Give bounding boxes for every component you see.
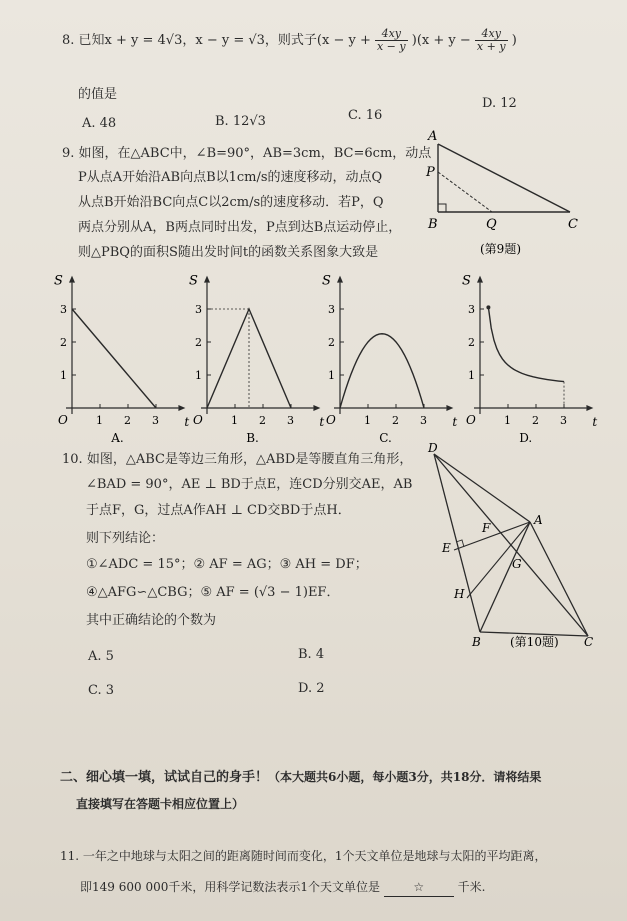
q10-fig-label-g: G bbox=[512, 557, 522, 571]
q9-line-3: 从点B开始沿BC向点C以2cm/s的速度移动．若P，Q bbox=[78, 195, 384, 210]
graph-d-y-arrow-icon bbox=[477, 276, 483, 283]
q9-answer-graphs bbox=[40, 268, 600, 444]
q10-option-a: A. 5 bbox=[88, 649, 114, 664]
q8-fraction-2-numerator: 4xy bbox=[475, 28, 508, 41]
graph-c-curve bbox=[340, 334, 424, 408]
q8-fraction-2 bbox=[475, 28, 508, 53]
q10-line-4: 则下列结论： bbox=[86, 531, 165, 546]
q11-text-2a: 即149 600 000千米，用科学记数法表示1个天文单位是 bbox=[80, 880, 380, 894]
q10-fig-label-h: H bbox=[454, 587, 465, 601]
q9-number: 9. bbox=[62, 146, 75, 161]
graph-b-x-tick-label: 2 bbox=[259, 414, 266, 427]
graph-d-y-axis-label: S bbox=[462, 273, 471, 289]
graph-c-x-tick-label: 3 bbox=[420, 414, 427, 427]
q10-figure bbox=[420, 440, 610, 655]
graph-c-y-tick-label: 3 bbox=[328, 303, 335, 316]
graph-c-x-tick-label: 1 bbox=[364, 414, 371, 427]
q10-fig-label-a: A bbox=[534, 513, 543, 527]
graph-d-x-tick-label: 1 bbox=[504, 414, 511, 427]
graph-b-x-arrow-icon bbox=[313, 405, 320, 411]
q9-fig-label-q: Q bbox=[486, 217, 497, 232]
q10-fig-caption: (第10题) bbox=[510, 635, 559, 649]
graph-a-x-arrow-icon bbox=[178, 405, 185, 411]
q9-line-4: 两点分别从A，B两点同时出发，P点到达B点运动停止， bbox=[78, 220, 402, 235]
q11-answer-blank bbox=[384, 878, 454, 897]
graph-b-origin-label: O bbox=[193, 413, 203, 427]
q10-fig-label-e: E bbox=[442, 541, 451, 555]
q9-fig-label-p: P bbox=[426, 165, 435, 180]
graph-b-y-tick-label: 2 bbox=[195, 336, 202, 349]
q8-number: 8. bbox=[62, 33, 75, 48]
graph-b-option-label: B. bbox=[246, 431, 259, 444]
q9-line-5: 则△PBQ的面积S随出发时间t的函数关系图象大致是 bbox=[78, 245, 379, 260]
q10-number: 10. bbox=[62, 452, 83, 467]
q9-line-2: P从点A开始沿AB向点B以1cm/s的速度移动，动点Q bbox=[78, 170, 383, 185]
q8-stem-part-b: )(x + y − bbox=[411, 33, 471, 48]
graph-b-y-tick-label: 3 bbox=[195, 303, 202, 316]
graph-a-y-tick-label: 3 bbox=[60, 303, 67, 316]
q10-fig-label-d: D bbox=[428, 441, 438, 455]
q10-line-5: ①∠ADC = 15°；② AF = AG；③ AH = DF； bbox=[86, 557, 368, 572]
q10-option-c: C. 3 bbox=[88, 683, 115, 698]
q9-fig-label-a: A bbox=[428, 129, 438, 144]
graph-c-option-label: C. bbox=[379, 431, 392, 444]
q11-text-2b: 千米. bbox=[457, 880, 486, 894]
q10-option-b: B. 4 bbox=[298, 647, 325, 662]
graph-b-x-axis-label: t bbox=[319, 415, 325, 429]
graph-d-curve bbox=[488, 307, 564, 381]
graph-d-y-tick-label: 2 bbox=[468, 336, 475, 349]
q8-option-b: B. 12√3 bbox=[215, 114, 266, 129]
q9-triangle-figure bbox=[420, 128, 590, 258]
q9-line-1 bbox=[62, 145, 431, 163]
graph-a-y-tick-label: 2 bbox=[60, 336, 67, 349]
graph-c-y-tick-label: 2 bbox=[328, 336, 335, 349]
q8-fraction-1-denominator: x − y bbox=[376, 40, 406, 53]
graph-a-x-tick-label: 3 bbox=[152, 414, 159, 427]
graph-a-line bbox=[72, 309, 156, 408]
graph-b-x-tick-label: 3 bbox=[287, 414, 294, 427]
q8-option-a: A. 48 bbox=[82, 116, 117, 131]
q8-fraction-1-numerator: 4xy bbox=[375, 28, 408, 41]
section2-heading-line bbox=[60, 768, 541, 787]
graph-c-x-arrow-icon bbox=[446, 405, 453, 411]
q10-fig-label-b: B bbox=[472, 635, 481, 649]
q9-fig-label-c: C bbox=[568, 217, 578, 232]
graph-a-y-arrow-icon bbox=[69, 276, 75, 283]
graph-a-x-tick-label: 2 bbox=[124, 414, 131, 427]
graph-a-x-axis-label: t bbox=[184, 415, 190, 429]
graph-b-y-tick-label: 1 bbox=[195, 369, 202, 382]
graph-b-y-arrow-icon bbox=[204, 276, 210, 283]
q10-line-7: 其中正确结论的个数为 bbox=[86, 613, 217, 628]
q8-option-c: C. 16 bbox=[348, 108, 383, 123]
q10-fig-label-f: F bbox=[482, 521, 491, 535]
graph-d-start-dot bbox=[486, 305, 490, 309]
graph-d-x-tick-label: 3 bbox=[560, 414, 567, 427]
q10-option-d: D. 2 bbox=[298, 681, 325, 696]
graph-c-y-arrow-icon bbox=[337, 276, 343, 283]
graph-d-x-arrow-icon bbox=[586, 405, 593, 411]
q10-line-6: ④△AFG∽△CBG；⑤ AF = (√3 − 1)EF． bbox=[86, 585, 340, 600]
q11-line-2 bbox=[80, 878, 485, 897]
graph-d-x-axis-label: t bbox=[592, 415, 598, 429]
section2-heading: 二、细心填一填，试试自己的身手！ bbox=[60, 770, 269, 785]
graph-d-y-tick-label: 1 bbox=[468, 369, 475, 382]
q10-fig-label-c: C bbox=[584, 635, 594, 649]
q8-option-d: D. 12 bbox=[482, 96, 517, 111]
graph-c-x-axis-label: t bbox=[452, 415, 458, 429]
q10-line-3: 于点F，G，过点A作AH ⊥ CD交BD于点H． bbox=[86, 503, 351, 518]
graph-a-y-axis-label: S bbox=[54, 273, 63, 289]
graph-c-origin-label: O bbox=[326, 413, 336, 427]
graph-a-x-tick-label: 1 bbox=[96, 414, 103, 427]
section2-note-2: 直接填写在答题卡相应位置上） bbox=[76, 797, 245, 811]
q9-text-1: 如图，在△ABC中，∠B=90°，AB=3cm，BC=6cm，动点 bbox=[78, 146, 432, 161]
q11-line-1 bbox=[60, 847, 547, 865]
graph-b-y-axis-label: S bbox=[189, 273, 198, 289]
graph-d-option-label: D. bbox=[519, 431, 533, 444]
q9-fig-label-b: B bbox=[428, 217, 438, 232]
q11-number: 11. bbox=[60, 849, 80, 863]
q8-fraction-2-denominator: x + y bbox=[476, 40, 506, 53]
q10-text-1: 如图，△ABC是等边三角形，△ABD是等腰直角三角形， bbox=[86, 452, 413, 467]
q9-fig-caption: (第9题) bbox=[480, 242, 521, 256]
q10-line-1 bbox=[62, 451, 412, 469]
graph-d-x-tick-label: 2 bbox=[532, 414, 539, 427]
graph-c-y-tick-label: 1 bbox=[328, 369, 335, 382]
q8-stem-part-c: ) bbox=[511, 33, 517, 48]
q11-text-1: 一年之中地球与太阳之间的距离随时间而变化，1个天文单位是地球与太阳的平均距离， bbox=[82, 849, 547, 863]
graph-d-origin-label: O bbox=[466, 413, 476, 427]
graph-a-y-tick-label: 1 bbox=[60, 369, 67, 382]
q11-blank-star-icon: ☆ bbox=[413, 880, 425, 894]
graph-a-origin-label: O bbox=[58, 413, 68, 427]
q10-line-2: ∠BAD = 90°，AE ⊥ BD于点E，连CD分别交AE，AB bbox=[86, 477, 413, 492]
graph-b-x-tick-label: 1 bbox=[231, 414, 238, 427]
q8-stem-line2: 的值是 bbox=[78, 87, 118, 102]
q8-stem-part-a: 已知x + y = 4√3，x − y = √3，则式子(x − y + bbox=[78, 33, 371, 48]
q8-stem bbox=[62, 28, 517, 53]
section2-note-1: （本大题共6小题，每小题3分，共18分．请将结果 bbox=[268, 770, 542, 784]
graph-d-y-tick-label: 3 bbox=[468, 303, 475, 316]
graph-c-x-tick-label: 2 bbox=[392, 414, 399, 427]
graph-a-option-label: A. bbox=[111, 431, 124, 444]
q8-fraction-1 bbox=[375, 28, 408, 53]
graph-c-y-axis-label: S bbox=[322, 273, 331, 289]
